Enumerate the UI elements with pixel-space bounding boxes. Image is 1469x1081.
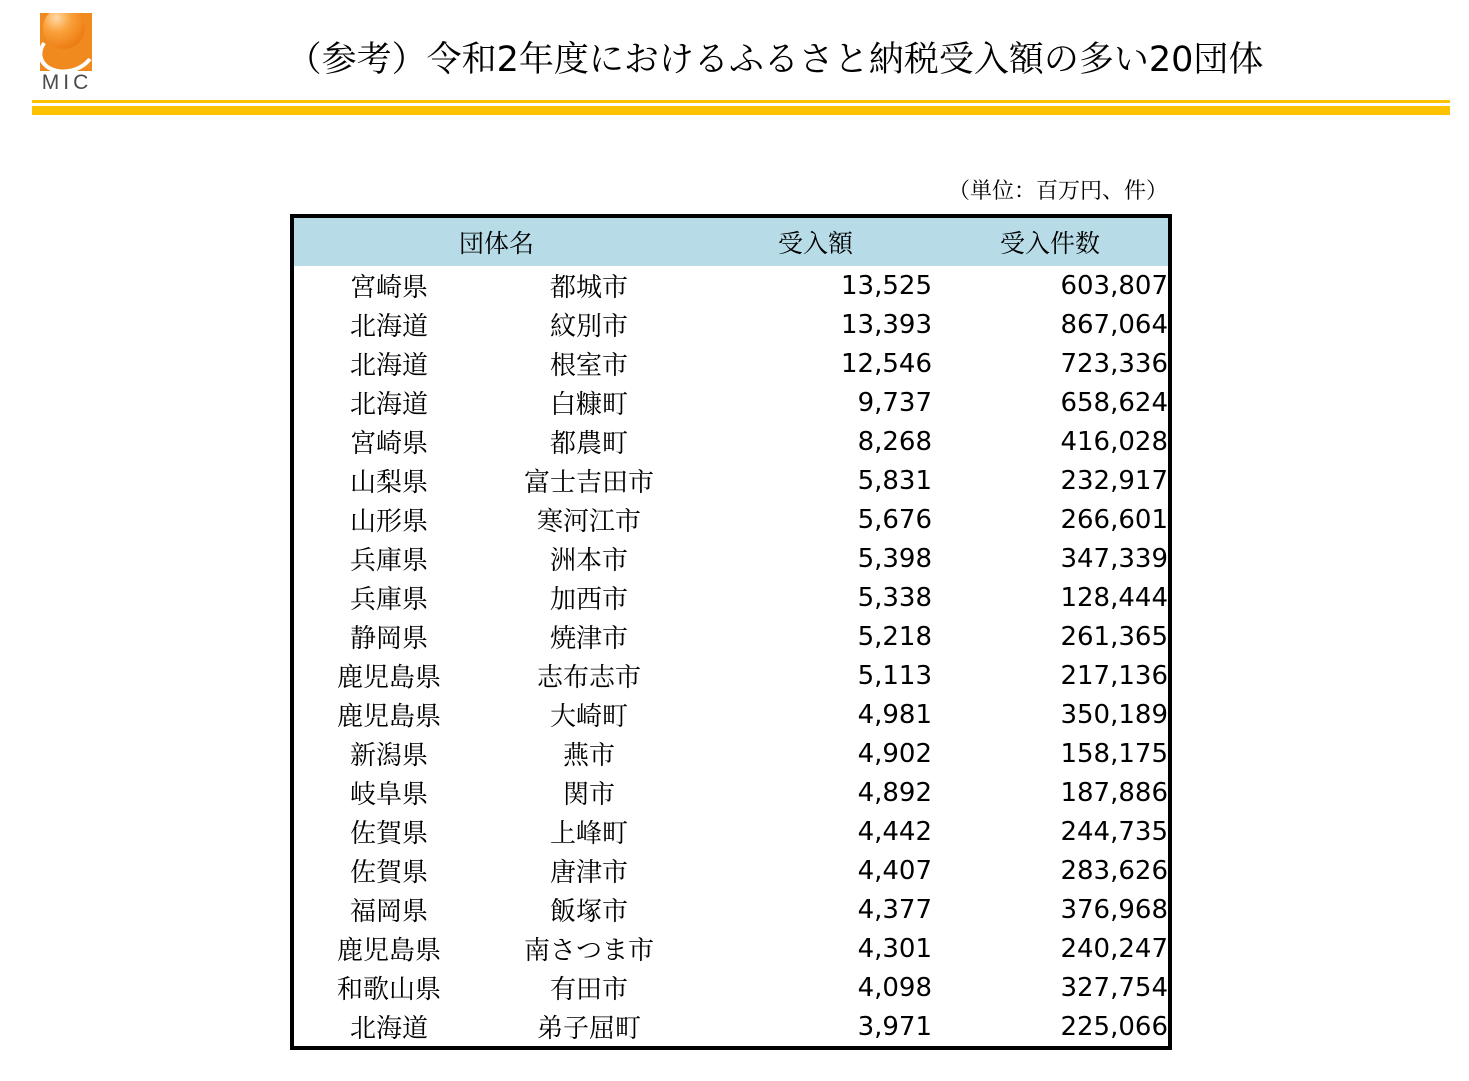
cell-organization-name (292, 812, 699, 851)
cell-prefecture: 新潟県 (349, 741, 428, 771)
cell-amount: 5,398 (699, 539, 932, 578)
cell-amount: 4,407 (699, 851, 932, 890)
table-row (292, 773, 1170, 812)
table-body (292, 266, 1170, 1048)
cell-prefecture: 北海道 (349, 390, 428, 420)
cell-prefecture: 山梨県 (349, 468, 428, 498)
cell-amount: 5,218 (699, 617, 932, 656)
cell-amount: 12,546 (699, 344, 932, 383)
cell-organization-name (292, 500, 699, 539)
cell-amount: 5,676 (699, 500, 932, 539)
cell-amount: 13,393 (699, 305, 932, 344)
cell-prefecture: 宮崎県 (349, 273, 428, 303)
cell-prefecture: 静岡県 (349, 624, 428, 654)
column-header-count: 受入件数 (932, 216, 1170, 266)
cell-amount: 13,525 (699, 266, 932, 305)
cell-count: 347,339 (932, 539, 1170, 578)
cell-amount: 4,892 (699, 773, 932, 812)
cell-organization-name (292, 539, 699, 578)
table-row (292, 422, 1170, 461)
cell-municipality: 焼津市 (549, 624, 628, 654)
cell-organization-name (292, 266, 699, 305)
cell-municipality: 燕市 (562, 741, 615, 771)
cell-count: 217,136 (932, 656, 1170, 695)
cell-amount: 4,902 (699, 734, 932, 773)
cell-municipality: 根室市 (549, 351, 628, 381)
cell-municipality: 大崎町 (549, 702, 628, 732)
table-row (292, 812, 1170, 851)
cell-amount: 4,981 (699, 695, 932, 734)
cell-municipality: 加西市 (549, 585, 628, 615)
header-accent-rule-thick (32, 106, 1450, 115)
cell-count: 327,754 (932, 968, 1170, 1007)
cell-amount: 4,301 (699, 929, 932, 968)
table-row (292, 266, 1170, 305)
cell-prefecture: 佐賀県 (349, 819, 428, 849)
cell-count: 603,807 (932, 266, 1170, 305)
cell-municipality: 志布志市 (536, 663, 641, 693)
header-accent-rule-thin (32, 100, 1450, 103)
column-header-amount: 受入額 (699, 216, 932, 266)
cell-amount: 9,737 (699, 383, 932, 422)
cell-organization-name (292, 344, 699, 383)
table-row (292, 617, 1170, 656)
table-row (292, 344, 1170, 383)
page-header (0, 0, 1469, 122)
cell-prefecture: 佐賀県 (349, 858, 428, 888)
cell-amount: 4,098 (699, 968, 932, 1007)
cell-count: 266,601 (932, 500, 1170, 539)
table-header (292, 216, 1170, 266)
cell-amount: 5,831 (699, 461, 932, 500)
cell-amount: 3,971 (699, 1007, 932, 1048)
column-header-name: 団体名 (292, 216, 699, 266)
cell-prefecture: 北海道 (349, 351, 428, 381)
cell-prefecture: 鹿児島県 (336, 663, 441, 693)
cell-organization-name (292, 968, 699, 1007)
cell-municipality: 南さつま市 (523, 936, 654, 966)
cell-amount: 4,442 (699, 812, 932, 851)
ranking-table (290, 214, 1172, 1050)
cell-municipality: 唐津市 (549, 858, 628, 888)
cell-organization-name (292, 656, 699, 695)
cell-count: 867,064 (932, 305, 1170, 344)
cell-count: 376,968 (932, 890, 1170, 929)
cell-count: 283,626 (932, 851, 1170, 890)
mic-sphere-logo-icon (40, 13, 92, 71)
cell-count: 350,189 (932, 695, 1170, 734)
cell-count: 244,735 (932, 812, 1170, 851)
cell-municipality: 関市 (562, 780, 615, 810)
cell-amount: 5,113 (699, 656, 932, 695)
cell-prefecture: 岐阜県 (349, 780, 428, 810)
cell-prefecture: 鹿児島県 (336, 702, 441, 732)
cell-amount: 5,338 (699, 578, 932, 617)
cell-prefecture: 福岡県 (349, 897, 428, 927)
table-row (292, 890, 1170, 929)
cell-organization-name (292, 734, 699, 773)
cell-organization-name (292, 305, 699, 344)
cell-municipality: 上峰町 (549, 819, 628, 849)
table-row (292, 734, 1170, 773)
table-row (292, 539, 1170, 578)
cell-organization-name (292, 461, 699, 500)
cell-prefecture: 鹿児島県 (336, 936, 441, 966)
cell-organization-name (292, 929, 699, 968)
cell-municipality: 白糠町 (549, 390, 628, 420)
cell-municipality: 弟子屈町 (536, 1014, 641, 1044)
cell-municipality: 都城市 (549, 273, 628, 303)
cell-organization-name (292, 773, 699, 812)
table-row (292, 1007, 1170, 1048)
table-row (292, 500, 1170, 539)
cell-count: 158,175 (932, 734, 1170, 773)
cell-organization-name (292, 851, 699, 890)
cell-count: 187,886 (932, 773, 1170, 812)
cell-amount: 8,268 (699, 422, 932, 461)
table-row (292, 578, 1170, 617)
table-header-row (292, 216, 1170, 266)
cell-count: 232,917 (932, 461, 1170, 500)
cell-organization-name (292, 1007, 699, 1048)
cell-count: 658,624 (932, 383, 1170, 422)
cell-organization-name (292, 578, 699, 617)
cell-municipality: 洲本市 (549, 546, 628, 576)
cell-count: 240,247 (932, 929, 1170, 968)
cell-prefecture: 北海道 (349, 1014, 428, 1044)
cell-municipality: 富士吉田市 (523, 468, 654, 498)
cell-count: 416,028 (932, 422, 1170, 461)
cell-prefecture: 兵庫県 (349, 546, 428, 576)
cell-prefecture: 北海道 (349, 312, 428, 342)
unit-note: （単位：百万円、件） (947, 179, 1168, 204)
table-row (292, 305, 1170, 344)
cell-municipality: 有田市 (549, 975, 628, 1005)
table-row (292, 851, 1170, 890)
cell-count: 225,066 (932, 1007, 1170, 1048)
cell-organization-name (292, 422, 699, 461)
cell-organization-name (292, 890, 699, 929)
cell-organization-name (292, 617, 699, 656)
cell-organization-name (292, 383, 699, 422)
cell-prefecture: 和歌山県 (336, 975, 441, 1005)
cell-municipality: 飯塚市 (549, 897, 628, 927)
cell-count: 128,444 (932, 578, 1170, 617)
cell-municipality: 紋別市 (549, 312, 628, 342)
table-row (292, 461, 1170, 500)
page-title: （参考）令和2年度におけるふるさと納税受入額の多い20団体 (286, 40, 1264, 80)
table-row (292, 383, 1170, 422)
cell-count: 261,365 (932, 617, 1170, 656)
logo-wordmark: MIC (41, 71, 93, 94)
cell-municipality: 寒河江市 (536, 507, 641, 537)
table-row (292, 695, 1170, 734)
cell-prefecture: 兵庫県 (349, 585, 428, 615)
cell-organization-name (292, 695, 699, 734)
table-row (292, 929, 1170, 968)
mic-logo (31, 13, 103, 101)
table-row (292, 968, 1170, 1007)
cell-prefecture: 山形県 (349, 507, 428, 537)
cell-prefecture: 宮崎県 (349, 429, 428, 459)
cell-municipality: 都農町 (549, 429, 628, 459)
table-row (292, 656, 1170, 695)
cell-amount: 4,377 (699, 890, 932, 929)
cell-count: 723,336 (932, 344, 1170, 383)
ranking-table-container (290, 214, 1168, 1050)
